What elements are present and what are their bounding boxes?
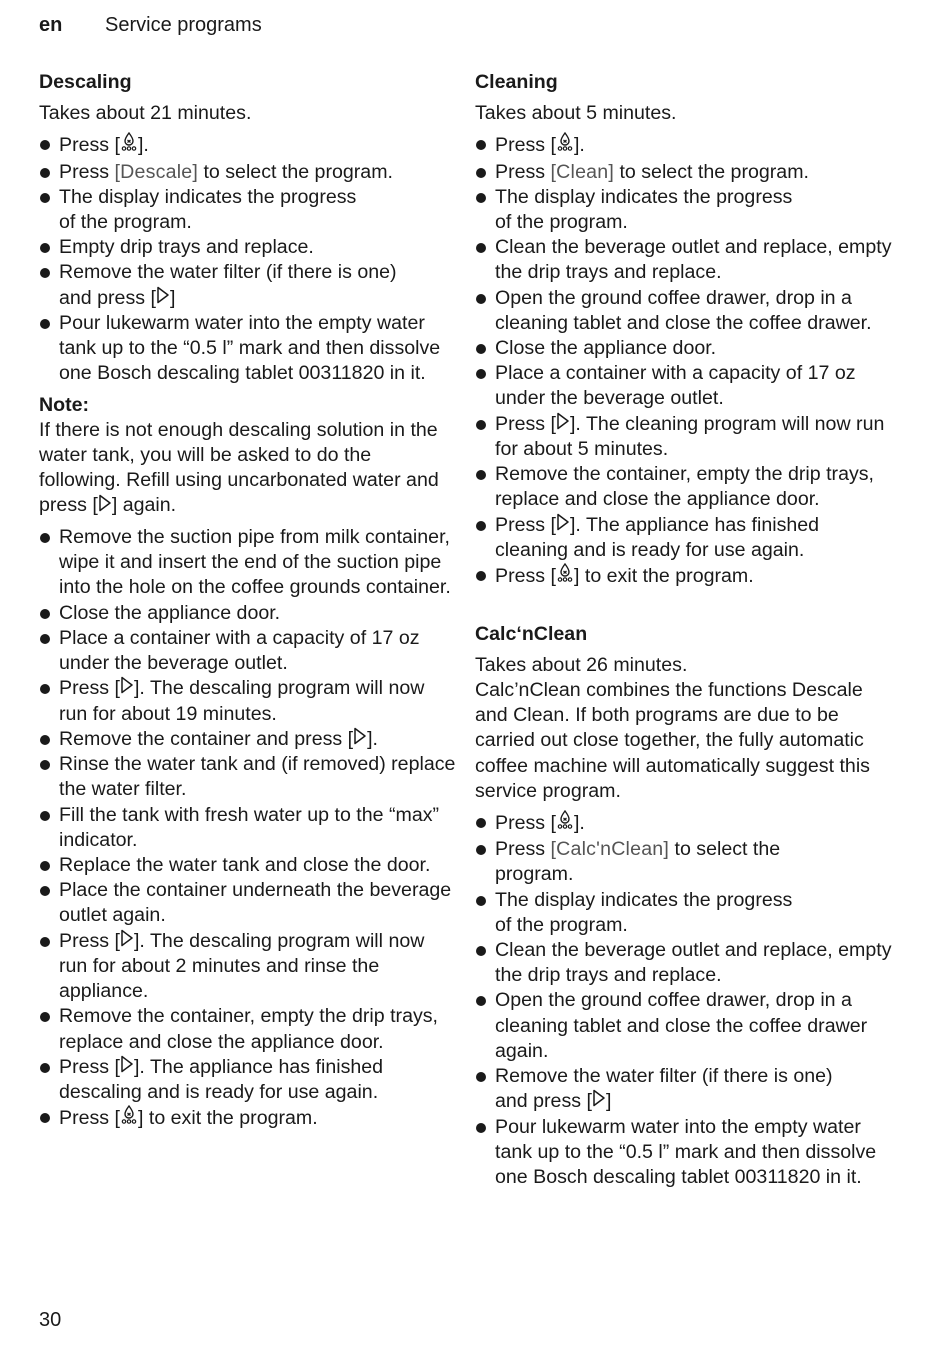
descaling-steps-1 (39, 132, 457, 386)
calcnclean-steps (475, 810, 895, 1190)
left-column (39, 70, 457, 1133)
page-number: 30 (39, 1309, 62, 1331)
calcnclean-description: Calc’nClean combines the functions Descale and Clean. If both programs are due to be carried out close together, the fully automatic coffee machine will automatically suggest this service program. (475, 678, 870, 802)
display-text: [Clean] (550, 160, 615, 183)
list-item: Press [ ]. The descaling program will now run for about 2 minutes and rinse the appliance. (39, 929, 457, 1005)
list-item: Place a container with a capacity of 17 oz under the beverage outlet. (39, 626, 457, 676)
list-item: Press [ ]. (475, 810, 895, 837)
play-icon (556, 513, 570, 538)
calcnclean-title: Calc‘nClean (475, 622, 588, 645)
list-item: Press [ ] to exit the program. (475, 563, 895, 590)
play-icon (592, 1089, 606, 1114)
list-item: Open the ground coffee drawer, drop in a cleaning tablet and close the coffee drawer. (475, 286, 895, 336)
play-icon (120, 676, 134, 701)
list-item: Remove the water filter (if there is one) and press [ ] (475, 1064, 895, 1115)
list-item: Press [Descale] to select the program. (39, 160, 457, 185)
service-icon (556, 563, 574, 590)
descaling-duration: Takes about 21 minutes. (39, 102, 252, 125)
list-item: Press [ ]. The appliance has finished cleaning and is ready for use again. (475, 513, 895, 564)
list-item: Replace the water tank and close the door. (39, 853, 457, 878)
list-item: The display indicates the progress of the program. (39, 185, 457, 235)
play-icon (353, 727, 367, 752)
list-item: Remove the water filter (if there is one) and press [ ] (39, 260, 457, 311)
service-icon (556, 132, 574, 159)
list-item: Remove the container, empty the drip trays, replace and close the appliance door. (39, 1004, 457, 1054)
service-icon (120, 132, 138, 159)
list-item: Remove the container and press [ ]. (39, 727, 457, 752)
list-item: Place a container with a capacity of 17 oz under the beverage outlet. (475, 361, 895, 411)
list-item: Clean the beverage outlet and replace, empty the drip trays and replace. (475, 235, 895, 285)
list-item: Clean the beverage outlet and replace, empty the drip trays and replace. (475, 938, 895, 988)
list-item: Press [Clean] to select the program. (475, 160, 895, 185)
descaling-steps-2 (39, 525, 457, 1133)
list-item: Pour lukewarm water into the empty water tank up to the “0.5 l” mark and then dissolve one Bosch descaling tablet 00311820 in it. (39, 311, 457, 387)
list-item: Place the container underneath the beverage outlet again. (39, 878, 457, 928)
display-text: [Descale] (114, 160, 199, 183)
cleaning-title: Cleaning (475, 71, 558, 93)
play-icon (120, 1055, 134, 1080)
play-icon (120, 929, 134, 954)
section-title: Service programs (105, 14, 262, 36)
list-item: Press [ ]. The descaling program will now run for about 19 minutes. (39, 676, 457, 727)
list-item: Press [ ]. The appliance has finished descaling and is ready for use again. (39, 1055, 457, 1106)
page-header (39, 14, 262, 37)
list-item: Open the ground coffee drawer, drop in a cleaning tablet and close the coffee drawer again. (475, 988, 895, 1064)
display-text: [Calc'nClean] (550, 838, 670, 861)
list-item: Pour lukewarm water into the empty water tank up to the “0.5 l” mark and then dissolve one Bosch descaling tablet 00311820 in it. (475, 1115, 895, 1191)
play-icon (98, 494, 112, 519)
list-item: The display indicates the progress of the program. (475, 185, 895, 235)
list-item: Remove the container, empty the drip trays, replace and close the appliance door. (475, 462, 895, 512)
list-item: Close the appliance door. (475, 336, 895, 361)
list-item: Empty drip trays and replace. (39, 235, 457, 260)
list-item: Close the appliance door. (39, 601, 457, 626)
language-code: en (39, 14, 63, 36)
list-item: Press [ ]. (475, 132, 895, 159)
play-icon (156, 286, 170, 311)
list-item: Press [Calc'nClean] to select the program. (475, 837, 895, 887)
list-item: Press [ ]. The cleaning program will now run for about 5 minutes. (475, 412, 895, 463)
list-item: Remove the suction pipe from milk container, wipe it and insert the end of the suction pipe into the hole on the coffee grounds container. (39, 525, 457, 601)
note-text: If there is not enough descaling solution in the water tank, you will be asked to do the following. Refill using uncarbonated water and press [ ] again. (39, 418, 457, 519)
cleaning-steps (475, 132, 895, 590)
service-icon (556, 810, 574, 837)
descaling-title: Descaling (39, 71, 132, 93)
service-icon (120, 1105, 138, 1132)
list-item: Fill the tank with fresh water up to the “max” indicator. (39, 803, 457, 853)
list-item: Press [ ] to exit the program. (39, 1105, 457, 1132)
list-item: Rinse the water tank and (if removed) replace the water filter. (39, 752, 457, 802)
cleaning-duration: Takes about 5 minutes. (475, 102, 677, 125)
note-title: Note: (39, 393, 90, 416)
calcnclean-duration: Takes about 26 minutes. (475, 653, 688, 676)
list-item: The display indicates the progress of the program. (475, 888, 895, 938)
play-icon (556, 412, 570, 437)
list-item: Press [ ]. (39, 132, 457, 159)
right-column (475, 70, 895, 1190)
